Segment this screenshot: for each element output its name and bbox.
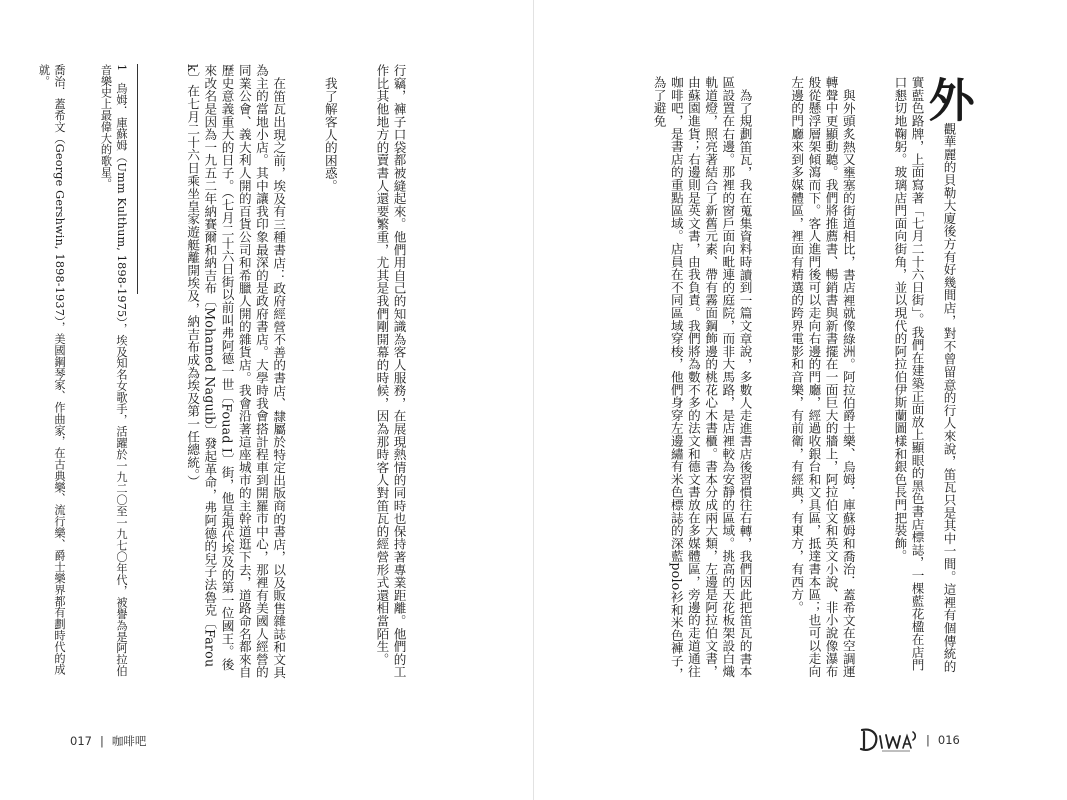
left-page-number: 017 [70,734,92,748]
left-footer [70,733,146,749]
footnote-2: 喬治．蓋希文（George Gershwin, 1898-1937），美國鋼琴家、作曲家，在古典樂、流行樂、爵士樂界都有劃時代的成就。 [37,64,66,676]
drop-cap: 外 [921,76,976,123]
right-paragraph-1: 外觀華麗的貝勒大廈後方有好幾間店，對不曾留意的行人來說，笛瓦只是其中一間。這裡有個傳統的實藍色路牌，上面寫著「七月二十六日街」。我們在建築正面放上顯眼的黑色書店標誌，一棵藍花楹在店門口懇切地鞠躬。玻璃店門面向街角，並以現代的阿拉伯伊斯蘭圖樣和銀色長門把裝飾。 [892,76,976,673]
left-paragraph-2: 我了解客人的困惑。 [322,76,338,192]
right-page-number: 016 [937,733,960,747]
footnote-rule [137,64,138,294]
right-paragraph-2: 與外頭炙熱又壅塞的街道相比，書店裡就像綠洲。阿拉伯爵士樂、烏姆．庫蘇姆和喬治．蓋希文在空調運轉聲中更顯動聽。我們將推薦書、暢銷書與新書擺在一面巨大的牆上，阿拉伯文和英文小說、非小說像瀑布般從懸浮層架傾瀉而下。客人進門後可以走向右邊的門廳，經過收銀台和文具區，抵達書本區；也可以走向左邊的門廳來到多媒體區，裡面有精選的跨界電影和音樂，有前衛，有經典，有東方，有西方。 [789,76,856,678]
left-page [0,0,533,800]
footnote-1: 1 烏姆．庫蘇姆（Umm Kulthum, 1898-1975），埃及知名女歌手，活躍於一九二〇至一九七〇年代，被譽為是阿拉伯音樂史上最偉大的歌星。 [99,64,128,677]
diwan-logo [858,726,918,754]
left-paragraph-3: 在笛瓦出現之前，埃及有三種書店：政府經營不善的書店、隸屬於特定出版商的書店，以及販售雜誌和文具為主的當地小店。其中讓我印象最深的是政府書店。大學時我會搭計程車到開羅市中心，那裡有美國人經營的同業公會、義大利人開的百貨公司和希臘人開的雜貨店。我會沿著這座城市的主幹道逛下去，道路命名都來自歷史意義重大的日子。（七月二十六日街以前叫弗阿德一世〔Fouad I〕街，他是現代埃及的第一位國王。後來改名是因為一九五二年納賽爾和納吉布〔Mohamed Naguib〕發起革命，弗阿德的兒子法魯克〔Farouk〕在七月二十六日乘坐皇家遊艇離開埃及，納吉布成為埃及第一任總統。） [185,64,287,679]
right-body-text [594,76,1006,681]
footer-separator: | [99,734,104,748]
chapter-title: 咖啡吧 [111,734,147,748]
left-paragraph-1: 行竊，褲子口袋都被縫起來。他們用自己的知識為客人服務，在展現熱情的同時也保持著專業距離。他們的工作比其他地方的賣書人還要繁重，尤其是我們剛開幕的時候，因為那時客人對笛瓦的經營形式還相當陌生。 [374,64,407,679]
right-paragraph-3: 為了規劃笛瓦，我在蒐集資料時讀到一篇文章說，多數人走進書店後習慣往右轉，我們因此把笛瓦的書本區設置在右邊。那裡的窗戶面向毗連的庭院，而非大馬路，是店裡較為安靜的區域。挑高的天花板架設白熾軌道燈，照亮著結合了新舊元素、帶有霧面鋼飾邊的桃花心木書櫃。書本分成兩大類，左邊是阿拉伯文書，由蘇園進貨；右邊則是英文書，由我負責。我們將為數不多的法文和德文書放在多媒體區，旁邊的走道通往咖啡吧，是書店的重點區域。店員在不同區域穿梭，他們身穿左邊繡有米色標誌的深藍polo衫和米色褲子，為了避免 [651,76,753,681]
right-page [534,0,1067,800]
footnotes [37,64,160,681]
right-footer [918,733,960,747]
left-body-text [178,64,442,681]
footer-separator: | [926,733,930,747]
